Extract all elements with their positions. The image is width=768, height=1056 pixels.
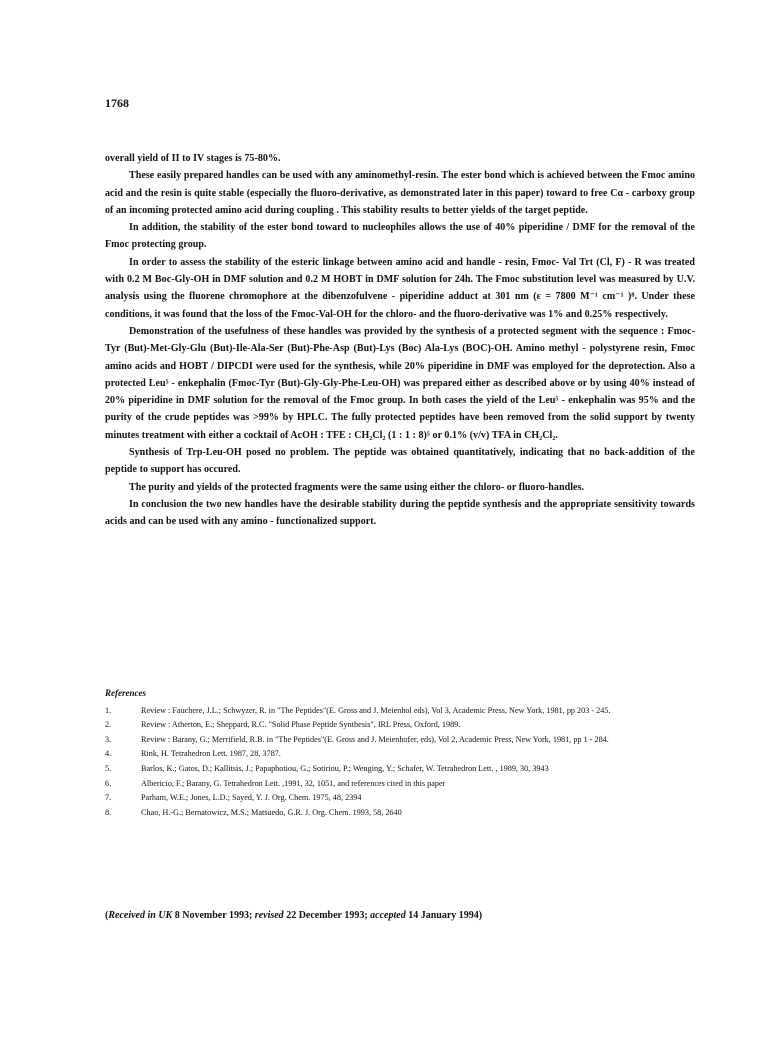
reference-number: 4. (105, 749, 112, 759)
references-section (105, 686, 695, 820)
reference-number: 7. (105, 793, 112, 803)
reference-number: 5. (105, 763, 112, 773)
reference-number: 6. (105, 778, 112, 788)
reference-number: 2. (105, 720, 112, 730)
reference-item (105, 747, 695, 762)
paragraph-6: Synthesis of Trp-Leu-OH posed no problem. The peptide was obtained quantitatively, indicating that no back-addition of the peptide to support has occured. (105, 447, 695, 476)
accepted-date: 14 January 1994 (408, 910, 479, 921)
reference-text: Review : Fauchere, J.L.; Schwyzer, R. in "The Peptides"(E. Gross and J. Meienhol eds), Vol 3, Academic Press, New York, 1981, pp 203 - 245. (141, 705, 611, 715)
paragraph-1: overall yield of II to IV stages is 75-80%. (105, 153, 281, 164)
references-heading: References (105, 688, 146, 698)
reference-item (105, 704, 695, 719)
paragraph-4: In order to assess the stability of the esteric linkage between amino acid and handle - resin, Fmoc- Val Trt (Cl, F) - R was treated with 0.2 M Boc-Gly-OH in DMF solution and 0.2 M HOBT in DMF solution for 24h. The Fmoc substitution level was measured by U.V. analysis using the fluorene chromophore at the dibenzofulvene - piperidine adduct at 301 nm (ε = 7800 M⁻¹ cm⁻¹ )⁸. Under these conditions, it was found that the loss of the Fmoc-Val-OH for the chloro- and the fluoro-derivative was 1% and 0.25% respectively. (105, 256, 695, 320)
reference-number: 3. (105, 734, 112, 744)
reference-text: Barlos, K.; Gatos, D.; Kallitsis, J.; Papaphotiou, G.; Sotiriou, P.; Wenging, Y.; Schafer, W. Tetrahedron Lett. , 1989, 30, 3943 (141, 763, 549, 773)
reference-text: Review : Barany, G.; Merrifield, R.B. in "The Peptides"(E. Gross and J. Meienhofer, eds), Vol 2, Academic Press, New York, 1981, pp 1 - 284. (141, 734, 609, 744)
accepted-label: accepted (370, 910, 406, 921)
reference-text: Review : Atherton, E.; Sheppard, R.C. "Solid Phase Peptide Synthesis", IRL Press, Oxford, 1989. (141, 720, 461, 730)
revised-date: 22 December 1993; (286, 910, 368, 921)
received-label: Received in UK (108, 910, 173, 921)
reference-number: 8. (105, 807, 112, 817)
paragraph-2: These easily prepared handles can be used with any aminomethyl-resin. The ester bond which is achieved between the Fmoc amino acid and the resin is quite stable (especially the fluoro-derivative, as demonstrated later in this paper) toward to free Cα - carboxy group of an incoming protected amino acid during coupling . This stability results to better yields of the target peptide. (105, 170, 695, 216)
reference-item (105, 762, 695, 777)
reference-text: Rink, H. Tetrahedron Lett. 1987, 28, 3787. (141, 749, 281, 759)
received-date: 8 November 1993; (174, 910, 253, 921)
references-list (105, 704, 695, 821)
page-number: 1768 (105, 96, 129, 110)
reference-item (105, 806, 695, 821)
reference-number: 1. (105, 705, 112, 715)
reference-text: Parham, W.E.; Jones, L.D.; Sayed, Y. J. Org. Chem. 1975, 48, 2394 (141, 793, 362, 803)
received-dates-line: (Received in UK 8 November 1993; revised 22 December 1993; accepted 14 January 1994) (105, 910, 483, 921)
reference-item (105, 733, 695, 748)
reference-item (105, 718, 695, 733)
body-text (105, 150, 695, 531)
paragraph-3: In addition, the stability of the ester bond toward to nucleophiles allows the use of 40% piperidine / DMF for the removal of the Fmoc protecting group. (105, 222, 695, 251)
paragraph-8: In conclusion the two new handles have the desirable stability during the peptide synthesis and the appropriate sensitivity towards acids and can be used with any amino - functionalized support. (105, 498, 695, 528)
paragraph-7: The purity and yields of the protected fragments were the same using either the chloro- or fluoro-handles. (129, 481, 584, 493)
reference-text: Albericio, F.; Barany, G. Tetrahedron Lett. ,1991, 32, 1051, and references cited in this paper (141, 778, 446, 788)
reference-text: Chao, H.-G.; Bernatowicz, M.S.; Matsuedo, G.R. J. Org. Chem. 1993, 58, 2640 (141, 807, 402, 817)
paragraph-5: Demonstration of the usefulness of these handles was provided by the synthesis of a protected segment with the sequence : Fmoc-Tyr (But)-Met-Gly-Glu (But)-Ile-Ala-Ser (But)-Phe-Asp (But)-Lys (Boc) Ala-Lys (BOC)-OH. Amino methyl - polystyrene resin, Fmoc amino acids and HOBT / DIPCDI were used for the synthesis, while 20% piperidine in DMF was employed for the deprotection. Also a protected Leu⁵ - enkephalin (Fmoc-Tyr (But)-Gly-Gly-Phe-Leu-OH) was prepared either as described above or by using 40% instead of 20% piperidine in DMF solution for the removal of the Fmoc group. In both cases the yield of the Leu⁵ - enkephalin was 95% and the purity of the crude peptides was >99% by HPLC. The fully protected peptides have been removed from the solid support by twenty minutes treatment with either a cocktail of AcOH : TFE : CH₂Cl₂ (1 : 1 : 8)⁵ or 0.1% (v/v) TFA in CH₂Cl₂. (105, 325, 695, 441)
reference-item (105, 791, 695, 806)
reference-item (105, 777, 695, 792)
revised-label: revised (254, 910, 284, 921)
